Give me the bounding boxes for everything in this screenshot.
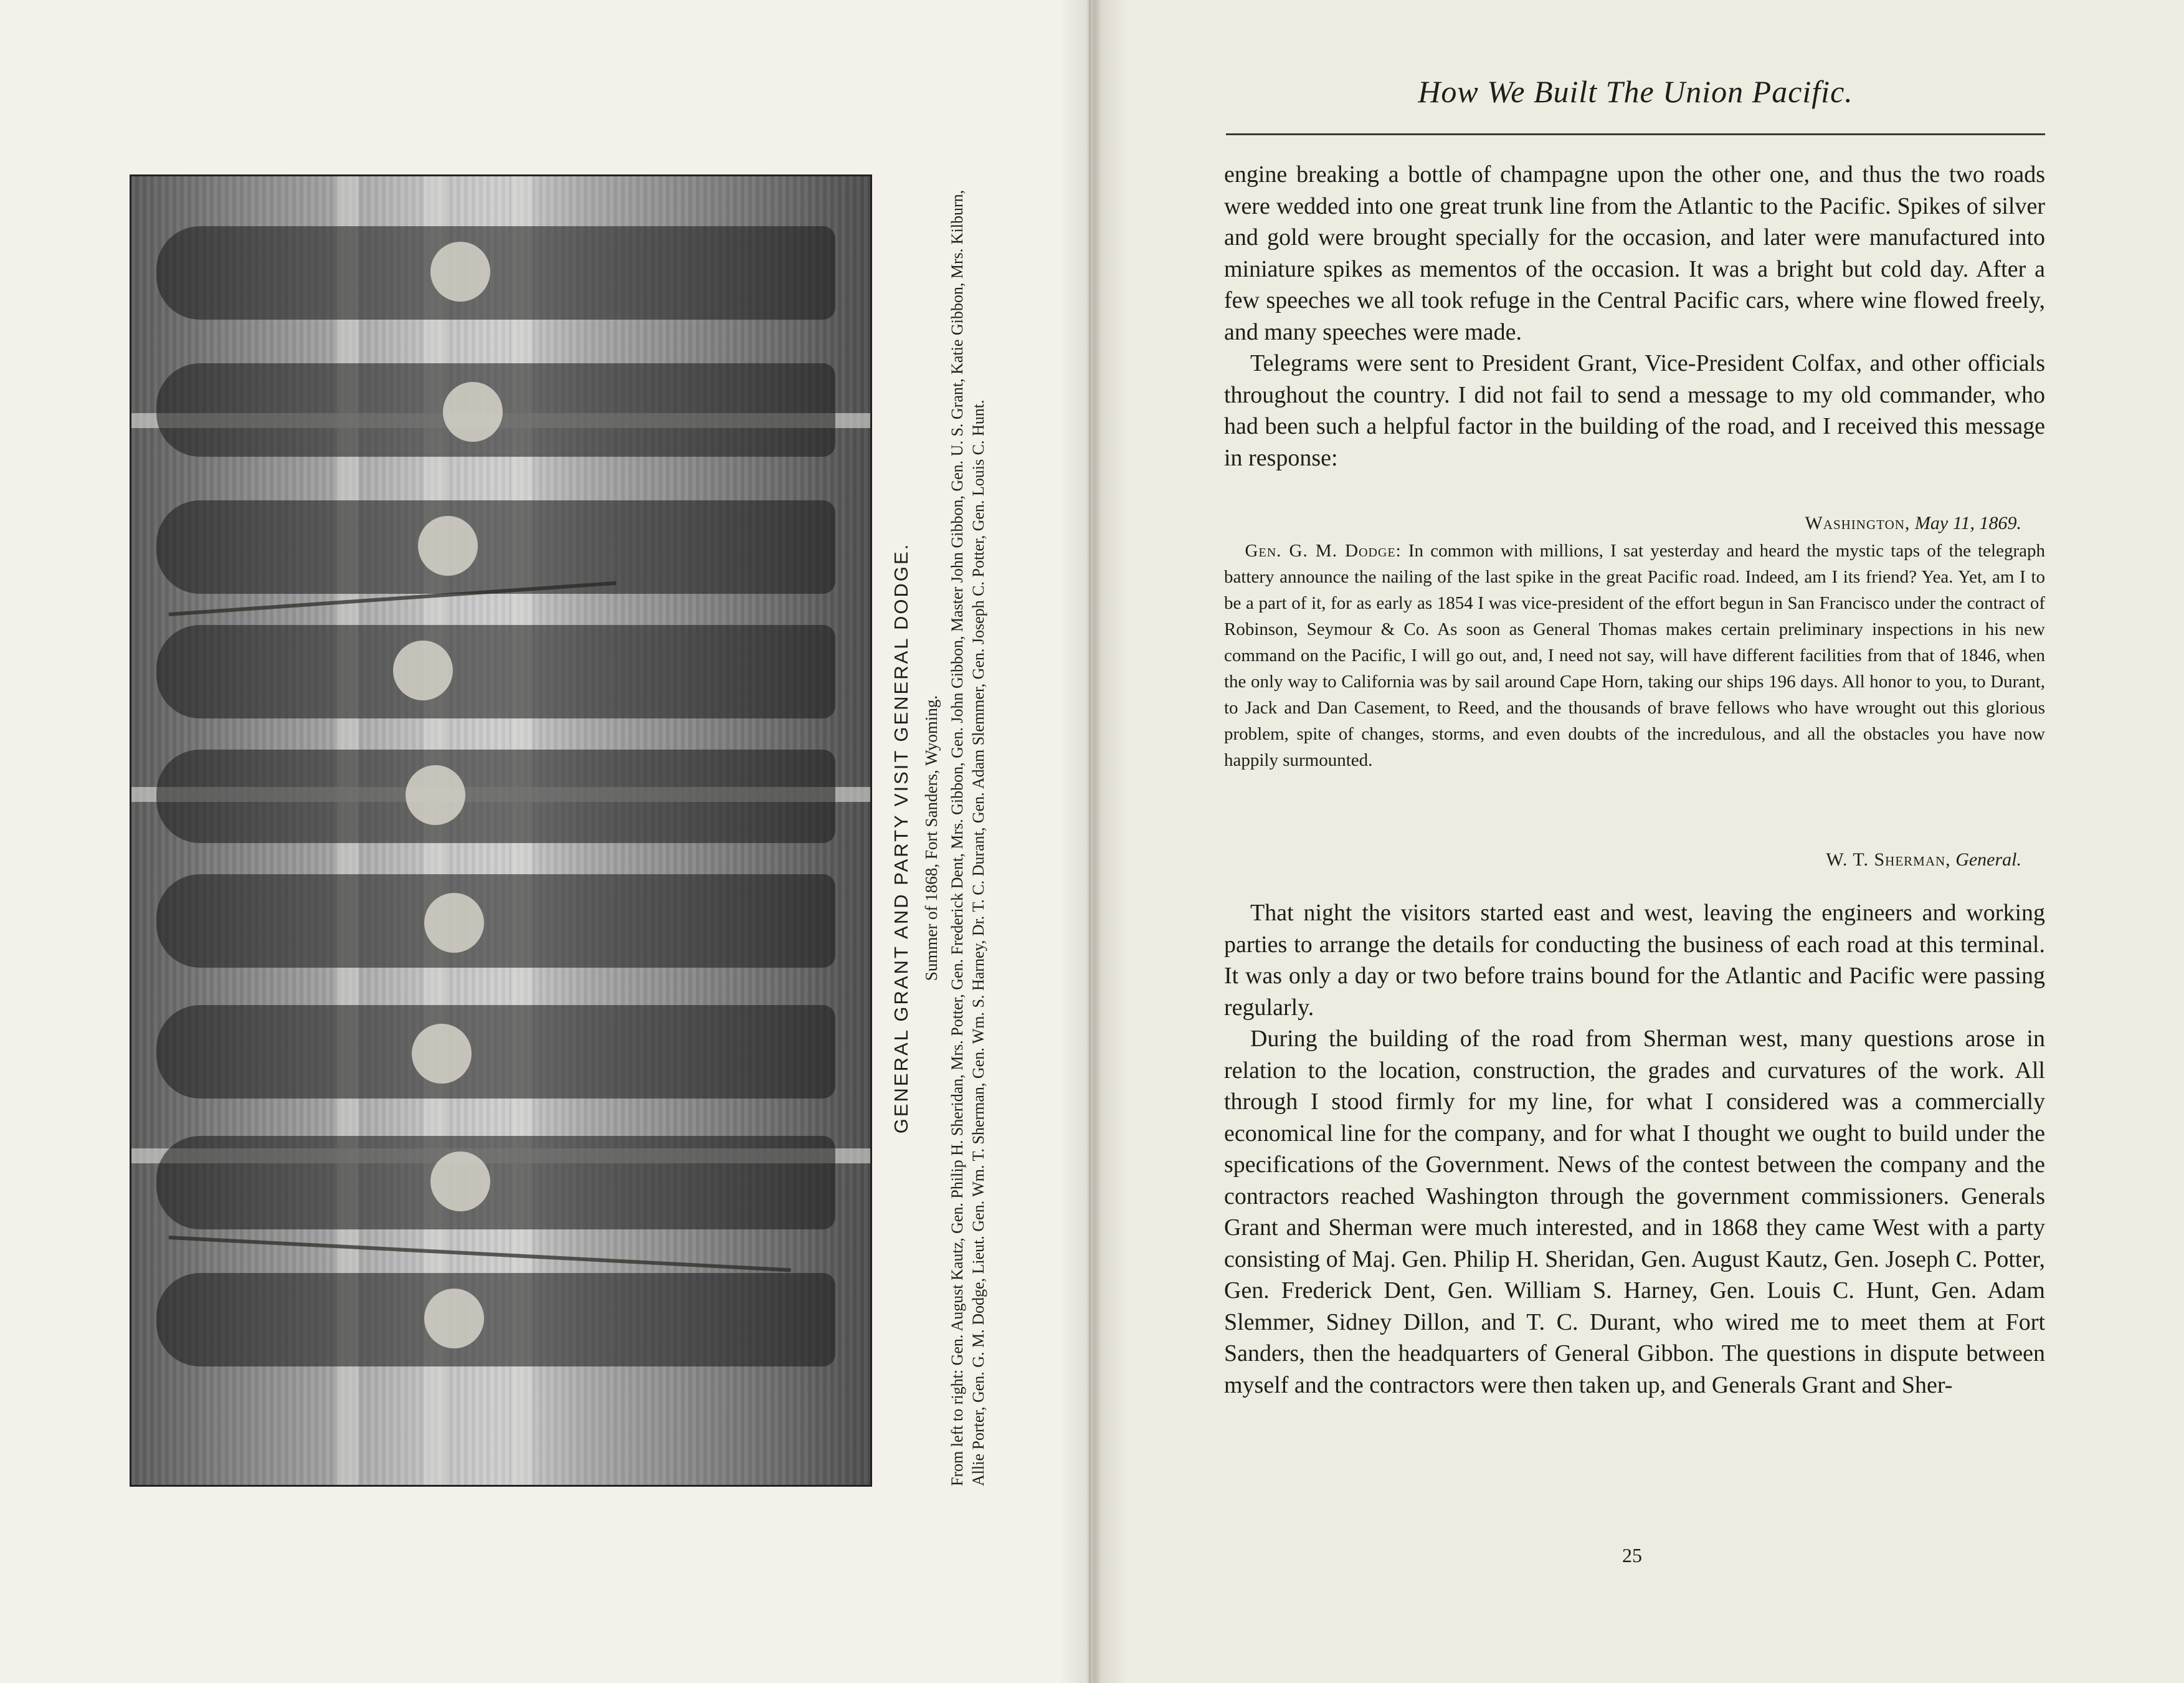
body-text-top [1224,159,2045,474]
signature-title: General. [1955,849,2021,870]
photo-figure [156,750,835,843]
photo-figure [156,226,835,320]
caption-names: From left to right: Gen. August Kautz, Gen. Philip H. Sheridan, Mrs. Potter, Gen. Frederick Dent, Mrs. Gibbon, Gen. John Gibbon, Master John Gibbon, Gen. U. S. Grant, Katie Gibbon, Mrs. Kilburn, Allie Porter, Gen. G. M. Dodge, Lieut. Gen. Wm. T. Sherman, Gen. Wm. S. Harney, Dr. T. C. Durant, Gen. Adam Slemmer, Gen. Joseph C. Potter, Gen. Louis C. Hunt. [948,189,987,1486]
paragraph: engine breaking a bottle of champagne upon the other one, and thus the two roads were wedded into one great trunk line from the Atlantic to the Pacific. Spikes of silver and gold were brought specially for the occasion, and later were manufactured into miniature spikes as mementos of the occasion. It was a bright but cold day. After a few speeches we all took refuge in the Central Pacific cars, where wine flowed freely, and many speeches were made. [1224,161,2045,345]
telegram-signature [1224,849,2021,870]
running-head: How We Built The Union Pacific. [1418,74,1853,109]
photo-figure [156,500,835,594]
photo-figure [156,1136,835,1229]
letter-body: In common with millions, I sat yesterday and heard the mystic taps of the telegraph battery announce the nailing of the last spike in the great Pacific road. Indeed, am I its friend? Yea. Yet, am I to be a part of it, for as early as 1854 I was vice-president of the effort begun in San Francisco under the contract of Robinson, Seymour & Co. As soon as General Thomas makes certain preliminary inspections in his new command on the Pacific, I will go out, and, I need not say, will have different facilities from that of 1846, when the only way to California was by sail around Cape Horn, taking our ships 196 days. All honor to you, to Durant, to Jack and Dan Casement, to Reed, and the thousands of brave fellows who have wrought out this glorious problem, spite of changes, storms, and even doubts of the incredulous, and all the obstacles you have now happily surmounted. [1224,541,2046,770]
photo-figure [156,874,835,968]
dateline-place: Washington, [1805,513,1911,533]
dateline-date: May 11, 1869. [1914,513,2021,533]
signature-name: W. T. Sherman, [1826,849,1951,870]
photo-figure-head [412,1024,472,1084]
photo-figure-head [424,1289,484,1348]
paragraph: That night the visitors started east and west, leaving the engineers and working parties to arrange the details for conducting the business of each road at this terminal. It was only a day or two before trains bound for the Atlantic and Pacific were passing regularly. [1224,900,2045,1021]
photo-figure-head [406,765,465,825]
photo-figure-head [393,641,453,700]
photo-figure [156,625,835,718]
caption-title: GENERAL GRANT AND PARTY VISIT GENERAL DODGE. [890,542,912,1134]
photo-figure-head [430,242,490,302]
caption-subtitle: Summer of 1868, Fort Sanders, Wyoming. [922,695,941,981]
header-rule [1226,133,2045,135]
paragraph: During the building of the road from Sherman west, many questions arose in relation to the location, construction, the grades and curvatures of the work. All through I stood firmly for my line, for what I considered was a commercially economical line for the company, and for what I thought we ought to build under the specifications of the Government. News of the contest between the company and the contractors reached Washington through the government commissioners. Generals Grant and Sherman were much interested, and in 1868 they came West with a party consisting of Maj. Gen. Philip H. Sheridan, Gen. August Kautz, Gen. Joseph C. Potter, Gen. Frederick Dent, Gen. William S. Harney, Gen. Louis C. Hunt, Gen. Adam Slemmer, Sidney Dillon, and T. C. Durant, who wired me to meet them at Fort Sanders, then the headquarters of General Gibbon. The questions in dispute between myself and the contractors were then taken up, and Generals Grant and Sher- [1224,1026,2045,1398]
photo-figure [156,1273,835,1366]
body-text-bottom [1224,897,2045,1401]
photo-figure-head [418,516,478,576]
photo-figure-head [424,893,484,953]
photo-tree-branch [169,1236,791,1272]
photo-figure-head [443,382,503,442]
photo-figure-head [430,1151,490,1211]
photo-figure [156,1005,835,1099]
telegram-dateline [1224,513,2021,534]
page-number: 25 [1622,1544,1642,1566]
letter-addressee: Gen. G. M. Dodge: [1245,541,1402,561]
photo-caption [885,184,1071,1492]
group-photograph [130,174,872,1487]
telegram-letter [1224,538,2045,773]
book-gutter-fold [1089,0,1091,1683]
paragraph: Telegrams were sent to President Grant, Vice-President Colfax, and other officials throughout the country. I did not fail to send a message to my old commander, who had been such a helpful factor in the building of the road, and I received this message in response: [1224,350,2045,471]
